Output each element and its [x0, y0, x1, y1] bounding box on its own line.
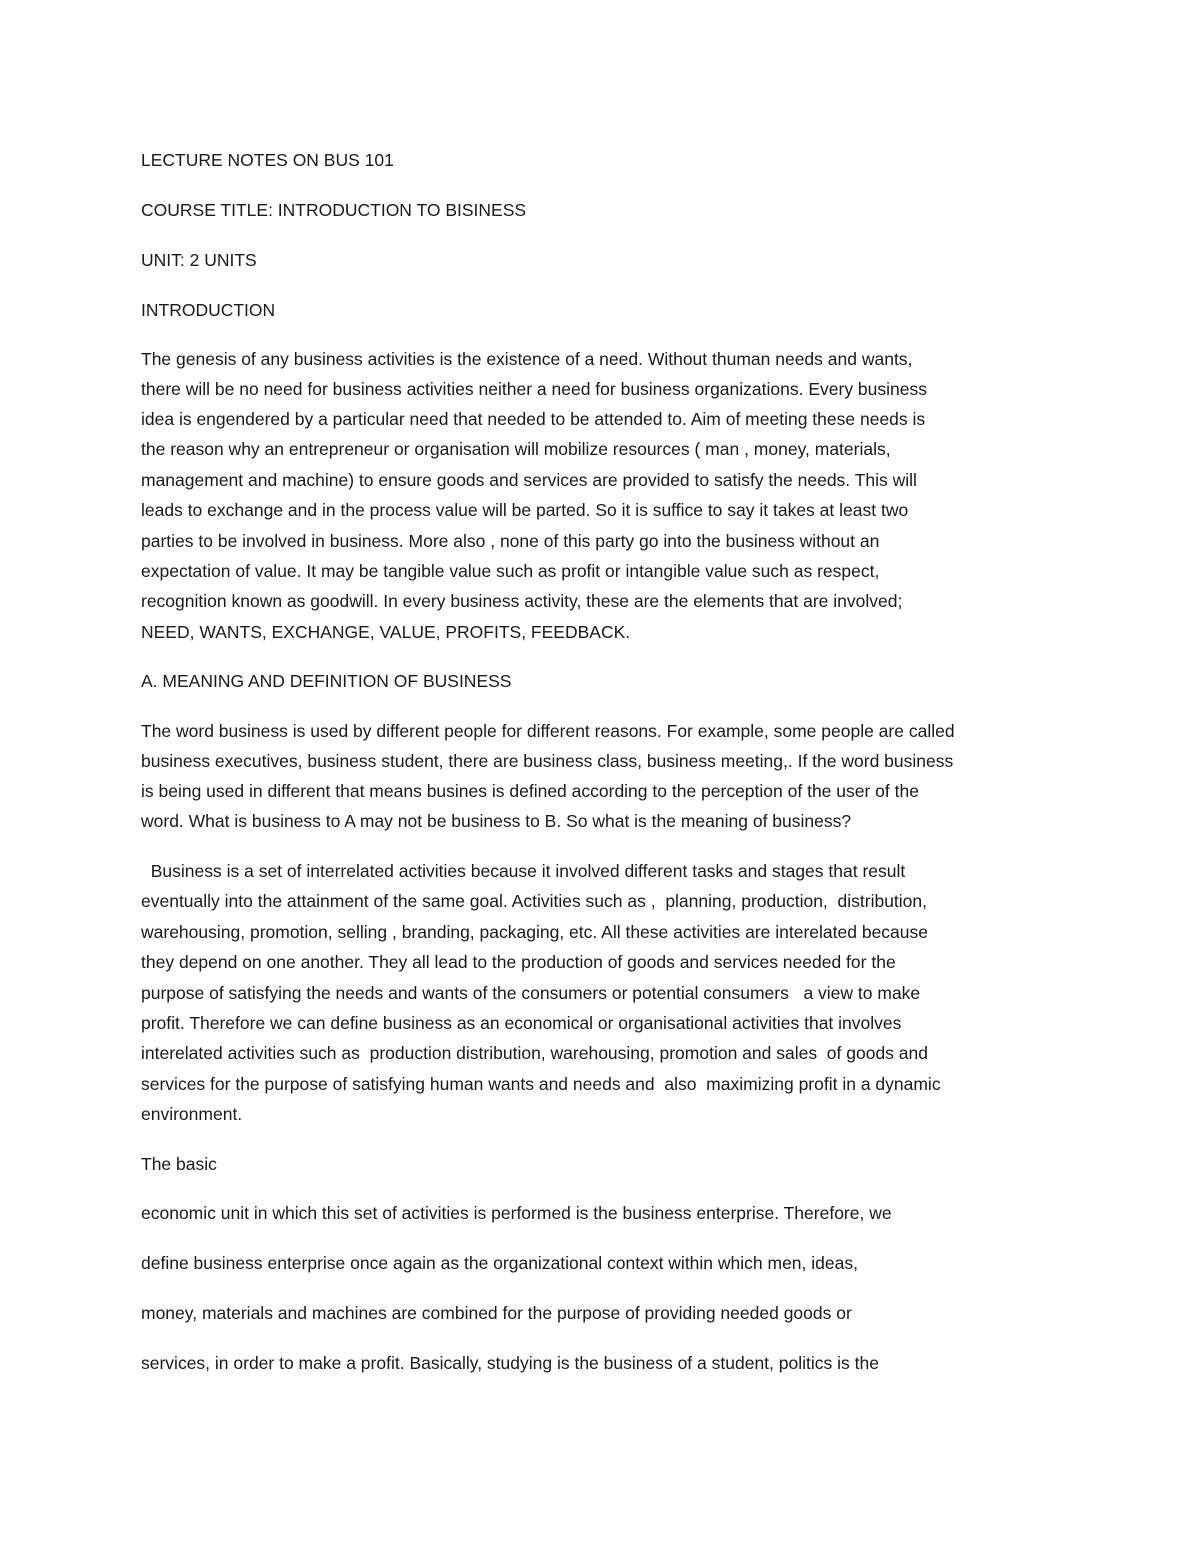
- course-units: UNIT: 2 UNITS: [141, 250, 257, 270]
- intro-paragraph-line: management and machine) to ensure goods and services are provided to satisfy the needs. This will: [141, 470, 917, 490]
- intro-paragraph-line: NEED, WANTS, EXCHANGE, VALUE, PROFITS, FEEDBACK.: [141, 622, 631, 642]
- course-title: COURSE TITLE: INTRODUCTION TO BISINESS: [141, 200, 527, 220]
- definition-paragraph-line: environment.: [141, 1104, 243, 1124]
- enterprise-paragraph-line: services, in order to make a profit. Basically, studying is the business of a student, politics is the: [141, 1353, 879, 1373]
- definition-paragraph-line: purpose of satisfying the needs and wants of the consumers or potential consumers a view to make: [141, 983, 921, 1003]
- definition-paragraph-line: profit. Therefore we can define business as an economical or organisational activities that involves: [141, 1013, 902, 1033]
- section-heading-introduction: INTRODUCTION: [141, 300, 276, 320]
- intro-paragraph-line: The genesis of any business activities is the existence of a need. Without thuman needs and wants,: [141, 349, 913, 369]
- meaning-paragraph-line: The word business is used by different people for different reasons. For example, some people are called: [141, 721, 955, 741]
- definition-paragraph-line: interelated activities such as production distribution, warehousing, promotion and sales of goods and: [141, 1043, 928, 1063]
- definition-paragraph-line: services for the purpose of satisfying human wants and needs and also maximizing profit in a dynamic: [141, 1074, 941, 1094]
- intro-paragraph-line: parties to be involved in business. More also , none of this party go into the business without an: [141, 531, 880, 551]
- intro-paragraph-line: expectation of value. It may be tangible value such as profit or intangible value such as respect,: [141, 561, 880, 581]
- definition-paragraph-line: they depend on one another. They all lead to the production of goods and services needed for the: [141, 952, 896, 972]
- intro-paragraph-line: there will be no need for business activities neither a need for business organizations. Every business: [141, 379, 927, 399]
- definition-paragraph-line: eventually into the attainment of the same goal. Activities such as , planning, production, distribution,: [141, 891, 928, 911]
- intro-paragraph-line: leads to exchange and in the process value will be parted. So it is suffice to say it takes at least two: [141, 500, 909, 520]
- section-heading-meaning: A. MEANING AND DEFINITION OF BUSINESS: [141, 671, 512, 691]
- enterprise-paragraph-line: define business enterprise once again as the organizational context within which men, ideas,: [141, 1253, 858, 1273]
- enterprise-paragraph-line: economic unit in which this set of activities is performed is the business enterprise. Therefore, we: [141, 1203, 892, 1223]
- meaning-paragraph-line: is being used in different that means busines is defined according to the perception of the user of the: [141, 781, 919, 801]
- meaning-paragraph-line: word. What is business to A may not be business to B. So what is the meaning of business?: [141, 811, 852, 831]
- definition-paragraph-line: warehousing, promotion, selling , branding, packaging, etc. All these activities are interelated because: [141, 922, 928, 942]
- intro-paragraph-line: idea is engendered by a particular need that needed to be attended to. Aim of meeting these needs is: [141, 409, 926, 429]
- basic-unit-line: The basic: [141, 1154, 217, 1174]
- intro-paragraph-line: recognition known as goodwill. In every business activity, these are the elements that are involved;: [141, 591, 903, 611]
- meaning-paragraph-line: business executives, business student, there are business class, business meeting,. If the word business: [141, 751, 954, 771]
- document-title: LECTURE NOTES ON BUS 101: [141, 150, 394, 170]
- intro-paragraph-line: the reason why an entrepreneur or organisation will mobilize resources ( man , money, materials,: [141, 439, 891, 459]
- enterprise-paragraph-line: money, materials and machines are combined for the purpose of providing needed goods or: [141, 1303, 852, 1323]
- definition-paragraph-line: Business is a set of interrelated activities because it involved different tasks and stages that result: [141, 861, 906, 881]
